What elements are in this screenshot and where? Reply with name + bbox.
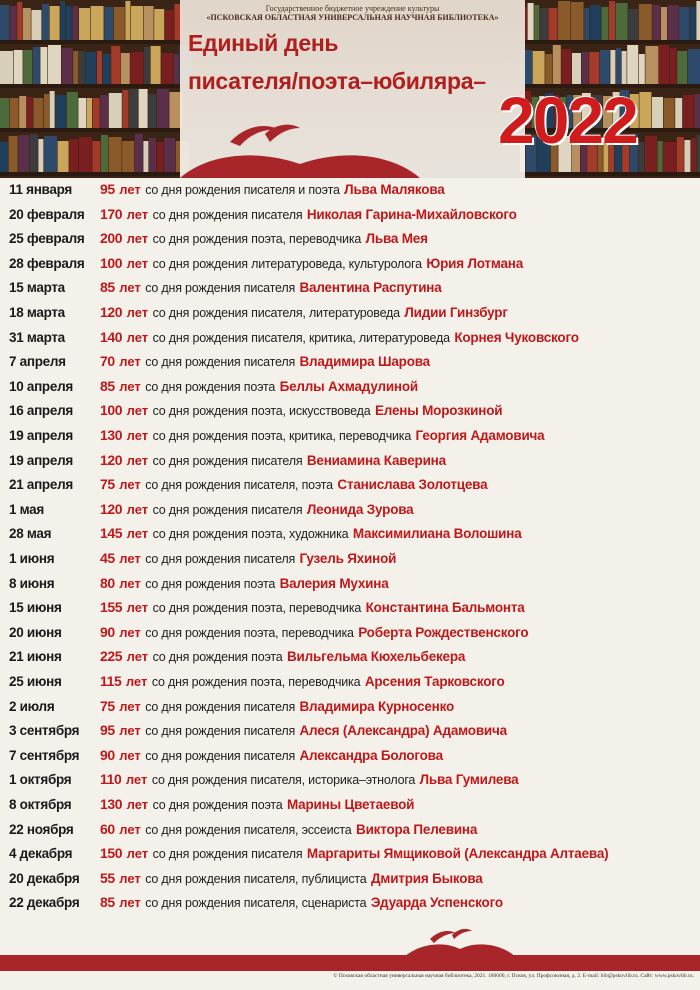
entry-description: со дня рождения писателя: [152, 847, 303, 862]
entry-text: [100, 575, 389, 593]
entry-text: [100, 722, 507, 740]
entry-years: 150: [100, 845, 123, 862]
entry-text: [100, 402, 502, 420]
entry-person-name: Владимира Курносенко: [299, 698, 455, 714]
entry-description: со дня рождения писателя, литературоведа: [152, 306, 400, 320]
entry-person-name: Вениамина Каверина: [306, 452, 446, 468]
entry-person-name: Максимилиана Волошина: [352, 526, 522, 542]
entry-date: 10 апреля: [9, 378, 73, 394]
entry-years: 225: [100, 648, 123, 665]
entry-description: со дня рождения писателя: [145, 699, 296, 714]
entry-years-unit: лет: [126, 526, 149, 542]
entry-date: 22 ноября: [9, 821, 74, 837]
list-item: [0, 796, 700, 820]
institution-line-1: Государственное бюджетное учреждение культуры: [265, 4, 440, 13]
entry-date: 8 октября: [9, 797, 72, 812]
list-item: [0, 427, 700, 451]
entry-years-unit: лет: [125, 674, 148, 689]
entry-years: 120: [100, 451, 123, 468]
entry-text: [100, 329, 579, 347]
entry-years-unit: лет: [126, 231, 149, 247]
entry-years: 70: [100, 353, 115, 370]
entry-years-unit: лет: [119, 870, 141, 886]
entry-date: 16 апреля: [9, 403, 73, 419]
list-item: [0, 673, 700, 697]
entry-years-unit: лет: [119, 182, 141, 197]
entry-text: [100, 698, 454, 716]
list-item: [0, 476, 700, 500]
entry-years-unit: лет: [126, 797, 149, 812]
entry-years-unit: лет: [126, 255, 149, 271]
open-book-icon: [170, 112, 430, 178]
entry-person-name: Льва Малякова: [344, 182, 445, 197]
entry-person-name: Беллы Ахмадулиной: [279, 378, 419, 394]
entry-years: 155: [100, 599, 123, 616]
entry-years: 75: [100, 476, 115, 493]
entry-date: 21 апреля: [9, 477, 73, 493]
list-item: [0, 771, 700, 795]
entry-person-name: Станислава Золотцева: [337, 477, 488, 493]
entry-description: со дня рождения писателя: [145, 281, 296, 296]
entry-years-unit: лет: [119, 698, 141, 714]
list-item: [0, 550, 700, 574]
entry-description: со дня рождения поэта, искусствоведа: [152, 404, 371, 419]
entry-person-name: Маргариты Ямщиковой (Александра Алтаева): [306, 846, 609, 862]
entry-person-name: Николая Гарина-Михайловского: [306, 206, 517, 222]
entry-date: 19 апреля: [9, 428, 73, 443]
entry-years: 55: [100, 869, 115, 886]
entry-description: со дня рождения поэта, переводчика: [151, 675, 361, 689]
entry-person-name: Марины Цветаевой: [286, 797, 415, 812]
entry-text: [100, 894, 503, 912]
entry-description: со дня рождения писателя, поэта: [145, 478, 333, 493]
entry-years: 60: [100, 820, 115, 837]
entry-text: [100, 550, 396, 568]
entry-person-name: Арсения Тарковского: [364, 674, 505, 689]
list-item: [0, 624, 700, 648]
entry-date: 7 апреля: [9, 354, 66, 370]
entry-years-unit: лет: [119, 821, 141, 837]
entry-date: 11 января: [9, 182, 72, 197]
entry-text: [100, 501, 414, 519]
list-item: [0, 181, 700, 205]
entry-text: [100, 427, 545, 445]
entry-date: 1 октября: [9, 772, 72, 788]
entry-description: со дня рождения литературоведа, культуролога: [152, 256, 422, 271]
entry-date: 28 мая: [9, 526, 52, 542]
list-item: [0, 402, 700, 426]
entry-years: 170: [100, 205, 123, 222]
entry-description: со дня рождения поэта: [152, 798, 283, 812]
entry-description: со дня рождения писателя: [145, 748, 296, 763]
entry-years-unit: лет: [126, 428, 149, 443]
entry-years-unit: лет: [126, 403, 149, 419]
entry-years-unit: лет: [119, 378, 141, 394]
entry-person-name: Алеся (Александра) Адамовича: [299, 723, 507, 739]
entry-description: со дня рождения поэта, переводчика: [145, 625, 354, 640]
entry-date: 3 сентября: [9, 723, 80, 739]
entry-description: со дня рождения писателя: [152, 207, 303, 222]
entry-person-name: Лидии Гинзбург: [404, 305, 508, 320]
entry-date: 18 марта: [9, 305, 65, 320]
entry-text: [100, 673, 505, 691]
entry-description: со дня рождения поэта: [145, 379, 276, 394]
list-item: [0, 206, 700, 230]
entry-text: [100, 304, 508, 322]
entry-person-name: Александра Бологова: [299, 747, 443, 763]
entry-years-unit: лет: [119, 551, 141, 566]
list-item: [0, 452, 700, 476]
entry-person-name: Льва Гумилева: [419, 772, 519, 788]
entry-years-unit: лет: [119, 624, 141, 640]
entry-years: 120: [100, 304, 123, 320]
entry-years: 95: [100, 181, 115, 197]
entry-person-name: Владимира Шарова: [299, 354, 430, 370]
entry-years-unit: лет: [119, 895, 141, 911]
entry-text: [100, 181, 445, 199]
title-line-2: писателя/поэта–юбиляра–: [188, 68, 486, 94]
entry-description: со дня рождения писателя: [152, 453, 303, 468]
entry-years-unit: лет: [119, 747, 141, 763]
entry-years-unit: лет: [119, 354, 141, 370]
footer-band: [0, 955, 700, 971]
entry-text: [100, 648, 465, 666]
entry-text: [100, 599, 525, 617]
list-item: [0, 821, 700, 845]
entry-years: 90: [100, 746, 115, 763]
entry-description: со дня рождения писателя и поэта: [145, 183, 340, 197]
entry-years-unit: лет: [119, 575, 141, 591]
entry-text: [100, 206, 517, 224]
entry-date: 20 июня: [9, 624, 62, 640]
entry-years: 45: [100, 550, 115, 566]
entry-description: со дня рождения писателя: [152, 502, 303, 517]
entry-text: [100, 821, 477, 839]
list-item: [0, 378, 700, 402]
entry-description: со дня рождения поэта: [152, 650, 283, 665]
entry-years: 130: [100, 427, 123, 443]
entry-person-name: Вильгельма Кюхельбекера: [286, 649, 466, 665]
entry-person-name: Елены Морозкиной: [374, 403, 503, 419]
entry-years: 100: [100, 402, 123, 419]
list-item: [0, 230, 700, 254]
entry-description: со дня рождения писателя: [145, 724, 296, 739]
entry-years-unit: лет: [126, 452, 149, 468]
entry-description: со дня рождения писателя, эссеиста: [145, 822, 352, 837]
entry-date: 31 марта: [9, 329, 65, 345]
entry-years: 200: [100, 230, 123, 247]
entry-text: [100, 476, 487, 494]
entry-person-name: Дмитрия Быкова: [370, 870, 483, 886]
entry-date: 25 февраля: [9, 231, 85, 247]
entry-date: 7 сентября: [9, 747, 80, 763]
entry-person-name: Корнея Чуковского: [454, 329, 579, 345]
entry-person-name: Георгия Адамовича: [415, 428, 545, 443]
list-item: [0, 255, 700, 279]
list-item: [0, 648, 700, 672]
entry-years: 145: [100, 525, 123, 542]
entry-person-name: Виктора Пелевина: [356, 821, 478, 837]
entry-text: [100, 452, 446, 470]
entry-date: 21 июня: [9, 649, 62, 665]
entry-description: со дня рождения писателя, критика, литературоведа: [152, 330, 450, 345]
entry-years-unit: лет: [126, 846, 149, 862]
entry-date: 1 мая: [9, 501, 44, 517]
entry-text: [100, 230, 428, 248]
entry-years-unit: лет: [119, 477, 141, 493]
entry-date: 15 марта: [9, 280, 65, 296]
list-item: [0, 894, 700, 918]
entry-years-unit: лет: [126, 649, 149, 665]
entry-text: [100, 624, 528, 642]
entry-description: со дня рождения писателя: [145, 552, 296, 566]
list-item: [0, 870, 700, 894]
entry-text: [100, 353, 430, 371]
institution-line-2: «ПСКОВСКАЯ ОБЛАСТНАЯ УНИВЕРСАЛЬНАЯ НАУЧНАЯ БИБЛИОТЕКА»: [206, 13, 499, 22]
entry-date: 22 декабря: [9, 895, 80, 911]
list-item: [0, 575, 700, 599]
entry-person-name: Валерия Мухина: [279, 575, 389, 591]
entry-date: 15 июня: [9, 600, 62, 616]
entry-text: [100, 255, 523, 273]
entry-description: со дня рождения поэта, переводчика: [152, 601, 362, 616]
list-item: [0, 329, 700, 353]
entry-years-unit: лет: [126, 600, 149, 616]
entry-text: [100, 378, 418, 396]
entry-person-name: Валентина Распутина: [299, 280, 442, 296]
entry-years: 110: [100, 771, 122, 788]
entry-years: 115: [100, 673, 122, 689]
entry-date: 20 февраля: [9, 206, 85, 222]
entry-person-name: Льва Мея: [365, 231, 428, 247]
entry-date: 25 июня: [9, 674, 62, 689]
entry-years: 140: [100, 328, 123, 345]
entry-date: 2 июля: [9, 698, 55, 714]
institution-name: [180, 4, 525, 22]
entry-years: 100: [100, 254, 123, 271]
entry-years: 75: [100, 697, 115, 714]
entry-years: 120: [100, 500, 123, 517]
entry-years-unit: лет: [119, 280, 141, 296]
list-item: [0, 501, 700, 525]
entry-description: со дня рождения поэта, переводчика: [152, 232, 362, 247]
entry-description: со дня рождения писателя: [145, 355, 296, 370]
list-item: [0, 698, 700, 722]
list-item: [0, 747, 700, 771]
entry-description: со дня рождения поэта, критика, переводчика: [152, 429, 412, 443]
entry-years-unit: лет: [126, 501, 149, 517]
entry-years: 80: [100, 574, 115, 591]
entry-person-name: Леонида Зурова: [306, 501, 414, 517]
entry-text: [100, 525, 522, 543]
entry-description: со дня рождения писателя, сценариста: [145, 896, 367, 911]
list-item: [0, 845, 700, 869]
entry-text: [100, 279, 442, 297]
footer-credits: © Псковская областная универсальная научная библиотека, 2021. 180000, г. Псков, ул. Профсоюзная, д. 2. E-mail: bib@pskovlib.ru. Сайт: www.pskovlib.ru.: [333, 973, 694, 979]
entry-person-name: Роберта Рождественского: [358, 624, 529, 640]
entry-years-unit: лет: [126, 329, 149, 345]
list-item: [0, 525, 700, 549]
header-banner: [0, 0, 700, 178]
entry-years: 85: [100, 279, 115, 296]
entry-text: [100, 870, 483, 888]
entry-description: со дня рождения поэта, художника: [152, 527, 349, 542]
entry-date: 20 декабря: [9, 870, 80, 886]
entry-text: [100, 845, 608, 863]
entry-date: 1 июня: [9, 551, 55, 566]
entry-years-unit: лет: [125, 772, 148, 788]
year-heading: 2022: [498, 83, 637, 157]
entry-person-name: Константина Бальмонта: [365, 600, 525, 616]
entry-years: 85: [100, 894, 115, 911]
entry-person-name: Гузель Яхиной: [299, 551, 397, 566]
entry-date: 28 февраля: [9, 255, 85, 271]
entry-years: 85: [100, 377, 115, 394]
title-line-1: Единый день: [188, 30, 339, 56]
entry-years-unit: лет: [119, 723, 141, 739]
entry-years: 130: [100, 796, 123, 812]
entry-description: со дня рождения писателя, историка–этнолога: [151, 773, 416, 788]
entry-years: 95: [100, 722, 115, 739]
entry-date: 8 июня: [9, 575, 55, 591]
entry-years-unit: лет: [126, 305, 149, 320]
list-item: [0, 304, 700, 328]
list-item: [0, 599, 700, 623]
entry-years-unit: лет: [126, 206, 149, 222]
list-item: [0, 279, 700, 303]
entry-person-name: Эдуарда Успенского: [370, 895, 503, 911]
entry-text: [100, 796, 414, 814]
entry-person-name: Юрия Лотмана: [426, 255, 524, 271]
entry-description: со дня рождения писателя, публициста: [145, 871, 367, 886]
list-item: [0, 353, 700, 377]
entry-text: [100, 771, 518, 789]
entry-date: 4 декабря: [9, 846, 73, 862]
open-book-footer-icon: [400, 925, 520, 957]
list-item: [0, 722, 700, 746]
entry-description: со дня рождения поэта: [145, 576, 276, 591]
entry-text: [100, 747, 443, 765]
entry-date: 19 апреля: [9, 452, 73, 468]
entry-years: 90: [100, 623, 115, 640]
